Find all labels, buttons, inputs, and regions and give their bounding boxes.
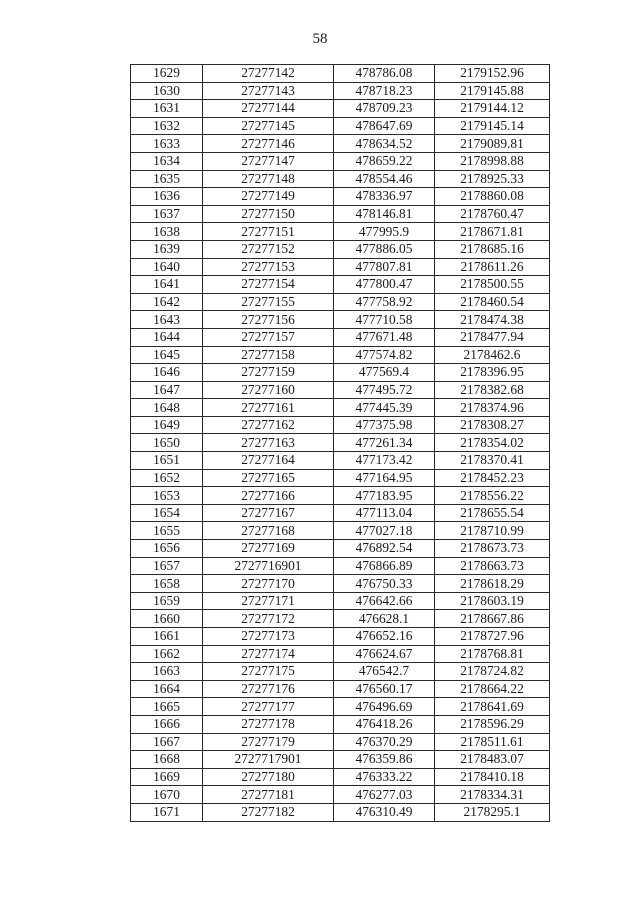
table-row	[131, 487, 550, 505]
point-id-cell: 27277148	[203, 170, 334, 188]
x-coordinate-cell: 476277.03	[334, 786, 435, 804]
x-coordinate-cell: 477164.95	[334, 469, 435, 487]
table-row	[131, 469, 550, 487]
y-coordinate-cell: 2179144.12	[435, 100, 550, 118]
point-number-cell: 1649	[131, 416, 203, 434]
table-row	[131, 504, 550, 522]
table-row	[131, 346, 550, 364]
y-coordinate-cell: 2178452.23	[435, 469, 550, 487]
table-row	[131, 452, 550, 470]
x-coordinate-cell: 478709.23	[334, 100, 435, 118]
point-id-cell: 27277144	[203, 100, 334, 118]
table-row	[131, 540, 550, 558]
y-coordinate-cell: 2178998.88	[435, 152, 550, 170]
y-coordinate-cell: 2178673.73	[435, 540, 550, 558]
point-id-cell: 27277175	[203, 663, 334, 681]
table-row	[131, 82, 550, 100]
y-coordinate-cell: 2179145.14	[435, 117, 550, 135]
point-number-cell: 1636	[131, 188, 203, 206]
point-number-cell: 1641	[131, 276, 203, 294]
y-coordinate-cell: 2178511.61	[435, 733, 550, 751]
coordinates-table	[130, 64, 550, 822]
y-coordinate-cell: 2178596.29	[435, 715, 550, 733]
point-number-cell: 1664	[131, 680, 203, 698]
y-coordinate-cell: 2178860.08	[435, 188, 550, 206]
point-number-cell: 1634	[131, 152, 203, 170]
point-number-cell: 1635	[131, 170, 203, 188]
y-coordinate-cell: 2178382.68	[435, 381, 550, 399]
x-coordinate-cell: 476628.1	[334, 610, 435, 628]
point-id-cell: 27277173	[203, 628, 334, 646]
point-id-cell: 27277164	[203, 452, 334, 470]
y-coordinate-cell: 2178724.82	[435, 663, 550, 681]
table-row	[131, 786, 550, 804]
point-id-cell: 27277176	[203, 680, 334, 698]
point-number-cell: 1671	[131, 803, 203, 821]
y-coordinate-cell: 2178483.07	[435, 751, 550, 769]
point-id-cell: 27277161	[203, 399, 334, 417]
x-coordinate-cell: 478718.23	[334, 82, 435, 100]
x-coordinate-cell: 477445.39	[334, 399, 435, 417]
table-row	[131, 328, 550, 346]
point-number-cell: 1653	[131, 487, 203, 505]
x-coordinate-cell: 477807.81	[334, 258, 435, 276]
y-coordinate-cell: 2178760.47	[435, 205, 550, 223]
x-coordinate-cell: 477113.04	[334, 504, 435, 522]
point-number-cell: 1637	[131, 205, 203, 223]
point-number-cell: 1644	[131, 328, 203, 346]
point-id-cell: 27277181	[203, 786, 334, 804]
point-number-cell: 1670	[131, 786, 203, 804]
x-coordinate-cell: 476642.66	[334, 592, 435, 610]
x-coordinate-cell: 476418.26	[334, 715, 435, 733]
table-row	[131, 276, 550, 294]
point-id-cell: 27277182	[203, 803, 334, 821]
y-coordinate-cell: 2178334.31	[435, 786, 550, 804]
point-number-cell: 1642	[131, 293, 203, 311]
x-coordinate-cell: 477671.48	[334, 328, 435, 346]
y-coordinate-cell: 2178460.54	[435, 293, 550, 311]
x-coordinate-cell: 478786.08	[334, 65, 435, 83]
point-number-cell: 1631	[131, 100, 203, 118]
y-coordinate-cell: 2178664.22	[435, 680, 550, 698]
x-coordinate-cell: 478336.97	[334, 188, 435, 206]
point-number-cell: 1647	[131, 381, 203, 399]
y-coordinate-cell: 2178667.86	[435, 610, 550, 628]
table-row	[131, 117, 550, 135]
point-number-cell: 1645	[131, 346, 203, 364]
point-number-cell: 1662	[131, 645, 203, 663]
point-id-cell: 27277157	[203, 328, 334, 346]
page-number: 58	[312, 31, 328, 47]
table-row	[131, 170, 550, 188]
y-coordinate-cell: 2178618.29	[435, 575, 550, 593]
table-row	[131, 364, 550, 382]
point-number-cell: 1655	[131, 522, 203, 540]
point-number-cell: 1656	[131, 540, 203, 558]
point-id-cell: 27277146	[203, 135, 334, 153]
x-coordinate-cell: 476652.16	[334, 628, 435, 646]
point-number-cell: 1639	[131, 240, 203, 258]
point-id-cell: 2727717901	[203, 751, 334, 769]
point-id-cell: 27277155	[203, 293, 334, 311]
x-coordinate-cell: 477800.47	[334, 276, 435, 294]
table-row	[131, 575, 550, 593]
table-row	[131, 698, 550, 716]
point-number-cell: 1668	[131, 751, 203, 769]
table-row	[131, 522, 550, 540]
x-coordinate-cell: 476750.33	[334, 575, 435, 593]
table-row	[131, 592, 550, 610]
point-number-cell: 1667	[131, 733, 203, 751]
y-coordinate-cell: 2178768.81	[435, 645, 550, 663]
point-id-cell: 27277147	[203, 152, 334, 170]
point-number-cell: 1654	[131, 504, 203, 522]
point-number-cell: 1648	[131, 399, 203, 417]
x-coordinate-cell: 477710.58	[334, 311, 435, 329]
y-coordinate-cell: 2178477.94	[435, 328, 550, 346]
x-coordinate-cell: 477183.95	[334, 487, 435, 505]
table-row	[131, 768, 550, 786]
x-coordinate-cell: 477375.98	[334, 416, 435, 434]
table-row	[131, 434, 550, 452]
y-coordinate-cell: 2178370.41	[435, 452, 550, 470]
y-coordinate-cell: 2178603.19	[435, 592, 550, 610]
x-coordinate-cell: 477027.18	[334, 522, 435, 540]
y-coordinate-cell: 2178655.54	[435, 504, 550, 522]
table-row	[131, 645, 550, 663]
point-number-cell: 1629	[131, 65, 203, 83]
x-coordinate-cell: 477995.9	[334, 223, 435, 241]
table-row	[131, 803, 550, 821]
x-coordinate-cell: 476333.22	[334, 768, 435, 786]
table-row	[131, 223, 550, 241]
point-number-cell: 1660	[131, 610, 203, 628]
y-coordinate-cell: 2178500.55	[435, 276, 550, 294]
point-id-cell: 27277142	[203, 65, 334, 83]
point-id-cell: 27277151	[203, 223, 334, 241]
y-coordinate-cell: 2178671.81	[435, 223, 550, 241]
table-row	[131, 188, 550, 206]
x-coordinate-cell: 476892.54	[334, 540, 435, 558]
x-coordinate-cell: 477574.82	[334, 346, 435, 364]
table-row	[131, 311, 550, 329]
y-coordinate-cell: 2178354.02	[435, 434, 550, 452]
point-id-cell: 27277143	[203, 82, 334, 100]
y-coordinate-cell: 2178474.38	[435, 311, 550, 329]
point-number-cell: 1638	[131, 223, 203, 241]
x-coordinate-cell: 476310.49	[334, 803, 435, 821]
point-id-cell: 27277150	[203, 205, 334, 223]
x-coordinate-cell: 476560.17	[334, 680, 435, 698]
x-coordinate-cell: 477569.4	[334, 364, 435, 382]
table-row	[131, 381, 550, 399]
point-id-cell: 27277165	[203, 469, 334, 487]
point-id-cell: 27277145	[203, 117, 334, 135]
table-row	[131, 258, 550, 276]
table-row	[131, 205, 550, 223]
table-row	[131, 152, 550, 170]
point-id-cell: 27277172	[203, 610, 334, 628]
point-id-cell: 27277170	[203, 575, 334, 593]
x-coordinate-cell: 478146.81	[334, 205, 435, 223]
point-id-cell: 27277153	[203, 258, 334, 276]
x-coordinate-cell: 477261.34	[334, 434, 435, 452]
table-row	[131, 610, 550, 628]
point-number-cell: 1657	[131, 557, 203, 575]
point-number-cell: 1659	[131, 592, 203, 610]
point-number-cell: 1646	[131, 364, 203, 382]
point-id-cell: 27277180	[203, 768, 334, 786]
point-number-cell: 1666	[131, 715, 203, 733]
table-row	[131, 733, 550, 751]
y-coordinate-cell: 2179145.88	[435, 82, 550, 100]
point-number-cell: 1640	[131, 258, 203, 276]
x-coordinate-cell: 476542.7	[334, 663, 435, 681]
table-row	[131, 240, 550, 258]
y-coordinate-cell: 2178295.1	[435, 803, 550, 821]
point-number-cell: 1665	[131, 698, 203, 716]
x-coordinate-cell: 477495.72	[334, 381, 435, 399]
point-id-cell: 27277160	[203, 381, 334, 399]
x-coordinate-cell: 477173.42	[334, 452, 435, 470]
table-row	[131, 416, 550, 434]
table-row	[131, 399, 550, 417]
point-number-cell: 1652	[131, 469, 203, 487]
point-id-cell: 27277163	[203, 434, 334, 452]
point-number-cell: 1633	[131, 135, 203, 153]
y-coordinate-cell: 2178308.27	[435, 416, 550, 434]
y-coordinate-cell: 2178410.18	[435, 768, 550, 786]
y-coordinate-cell: 2178556.22	[435, 487, 550, 505]
point-id-cell: 27277168	[203, 522, 334, 540]
y-coordinate-cell: 2178663.73	[435, 557, 550, 575]
point-number-cell: 1663	[131, 663, 203, 681]
point-id-cell: 27277158	[203, 346, 334, 364]
x-coordinate-cell: 478634.52	[334, 135, 435, 153]
point-id-cell: 27277162	[203, 416, 334, 434]
x-coordinate-cell: 476496.69	[334, 698, 435, 716]
point-id-cell: 27277171	[203, 592, 334, 610]
point-id-cell: 27277166	[203, 487, 334, 505]
point-number-cell: 1630	[131, 82, 203, 100]
table-row	[131, 680, 550, 698]
point-id-cell: 2727716901	[203, 557, 334, 575]
y-coordinate-cell: 2178641.69	[435, 698, 550, 716]
y-coordinate-cell: 2178685.16	[435, 240, 550, 258]
x-coordinate-cell: 478659.22	[334, 152, 435, 170]
point-id-cell: 27277179	[203, 733, 334, 751]
point-id-cell: 27277154	[203, 276, 334, 294]
point-id-cell: 27277152	[203, 240, 334, 258]
y-coordinate-cell: 2178925.33	[435, 170, 550, 188]
y-coordinate-cell: 2179089.81	[435, 135, 550, 153]
x-coordinate-cell: 477758.92	[334, 293, 435, 311]
y-coordinate-cell: 2179152.96	[435, 65, 550, 83]
y-coordinate-cell: 2178710.99	[435, 522, 550, 540]
x-coordinate-cell: 476370.29	[334, 733, 435, 751]
x-coordinate-cell: 476866.89	[334, 557, 435, 575]
table-row	[131, 751, 550, 769]
table-row	[131, 628, 550, 646]
point-number-cell: 1632	[131, 117, 203, 135]
point-number-cell: 1669	[131, 768, 203, 786]
y-coordinate-cell: 2178611.26	[435, 258, 550, 276]
y-coordinate-cell: 2178374.96	[435, 399, 550, 417]
x-coordinate-cell: 476624.67	[334, 645, 435, 663]
point-id-cell: 27277178	[203, 715, 334, 733]
table-row	[131, 663, 550, 681]
point-id-cell: 27277156	[203, 311, 334, 329]
x-coordinate-cell: 477886.05	[334, 240, 435, 258]
point-id-cell: 27277149	[203, 188, 334, 206]
table-row	[131, 65, 550, 83]
point-number-cell: 1651	[131, 452, 203, 470]
table-row	[131, 293, 550, 311]
x-coordinate-cell: 476359.86	[334, 751, 435, 769]
point-id-cell: 27277159	[203, 364, 334, 382]
point-id-cell: 27277174	[203, 645, 334, 663]
x-coordinate-cell: 478554.46	[334, 170, 435, 188]
point-number-cell: 1658	[131, 575, 203, 593]
y-coordinate-cell: 2178727.96	[435, 628, 550, 646]
point-id-cell: 27277169	[203, 540, 334, 558]
table-row	[131, 135, 550, 153]
point-number-cell: 1661	[131, 628, 203, 646]
point-id-cell: 27277167	[203, 504, 334, 522]
table-row	[131, 715, 550, 733]
point-id-cell: 27277177	[203, 698, 334, 716]
point-number-cell: 1650	[131, 434, 203, 452]
point-number-cell: 1643	[131, 311, 203, 329]
table-row	[131, 557, 550, 575]
x-coordinate-cell: 478647.69	[334, 117, 435, 135]
table-row	[131, 100, 550, 118]
y-coordinate-cell: 2178462.6	[435, 346, 550, 364]
y-coordinate-cell: 2178396.95	[435, 364, 550, 382]
table-body	[131, 65, 550, 822]
